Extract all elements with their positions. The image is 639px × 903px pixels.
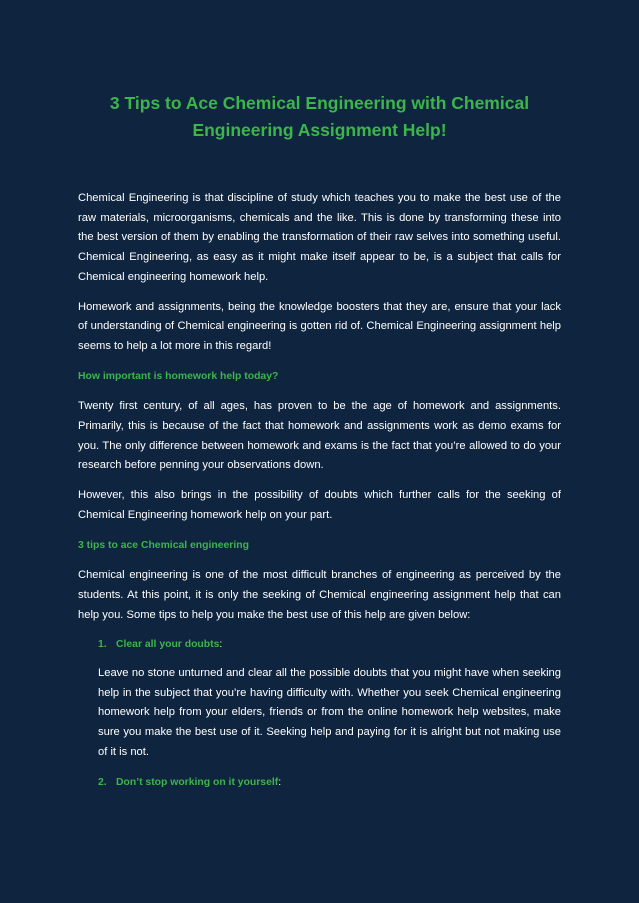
tip-colon-2: : bbox=[278, 776, 282, 788]
section-heading-tips: 3 tips to ace Chemical engineering bbox=[78, 539, 249, 551]
section-1-paragraph-1: Twenty first century, of all ages, has proven to be the age of homework and assignments. Primarily, this is because of the fact that homework and assignments work as demo exams for you. The only difference between homework and exams is the fact that you’re allowed to do your research before penning your observations down. bbox=[78, 400, 561, 472]
tip-number-2: 2. bbox=[98, 776, 107, 788]
tip-item-2 bbox=[98, 773, 561, 793]
tip-body-1: Leave no stone unturned and clear all the possible doubts that you might have when seeking help in the subject that you’re having difficulty with. Whether you seek Chemical engineering homework help from your elders, friends or from the online homework help websites, make sure you make the best use of it. Seeking help and paying for it is alright but not making use of it is not. bbox=[98, 667, 561, 758]
tip-number-1: 1. bbox=[98, 639, 107, 651]
tip-title-text-1: Clear all your doubts bbox=[116, 639, 220, 651]
tip-heading-1 bbox=[98, 635, 561, 655]
tip-title-text-2: Don’t stop working on it yourself bbox=[116, 776, 279, 788]
tip-title-2 bbox=[116, 773, 281, 793]
tip-heading-2 bbox=[98, 773, 561, 793]
section-2-paragraph: Chemical engineering is one of the most difficult branches of engineering as perceived by the students. At this point, it is only the seeking of Chemical engineering assignment help that can help you. Some tips to help you make the best use of this help are given below: bbox=[78, 569, 561, 621]
section-1-paragraph-2: However, this also brings in the possibility of doubts which further calls for the seeking of Chemical Engineering homework help on your part. bbox=[78, 489, 561, 521]
document-title: 3 Tips to Ace Chemical Engineering with Chemical Engineering Assignment Help! bbox=[109, 93, 530, 140]
tip-item-1 bbox=[98, 635, 561, 762]
intro-paragraph-1: Chemical Engineering is that discipline of study which teaches you to make the best use of the raw materials, microorganisms, chemicals and the like. This is done by transforming these into the best version of them by enabling the transformation of their raw selves into something useful. Chemical Engineering, as easy as it might make itself appear to be, is a subject that calls for Chemical engineering homework help. bbox=[78, 192, 561, 283]
tip-colon-1: : bbox=[219, 639, 223, 651]
tip-title-1 bbox=[116, 635, 222, 655]
section-heading-importance: How important is homework help today? bbox=[78, 370, 279, 382]
intro-paragraph-2: Homework and assignments, being the knowledge boosters that they are, ensure that your lack of understanding of Chemical engineering is gotten rid of. Chemical Engineering assignment help seems to help a lot more in this regard! bbox=[78, 300, 561, 352]
